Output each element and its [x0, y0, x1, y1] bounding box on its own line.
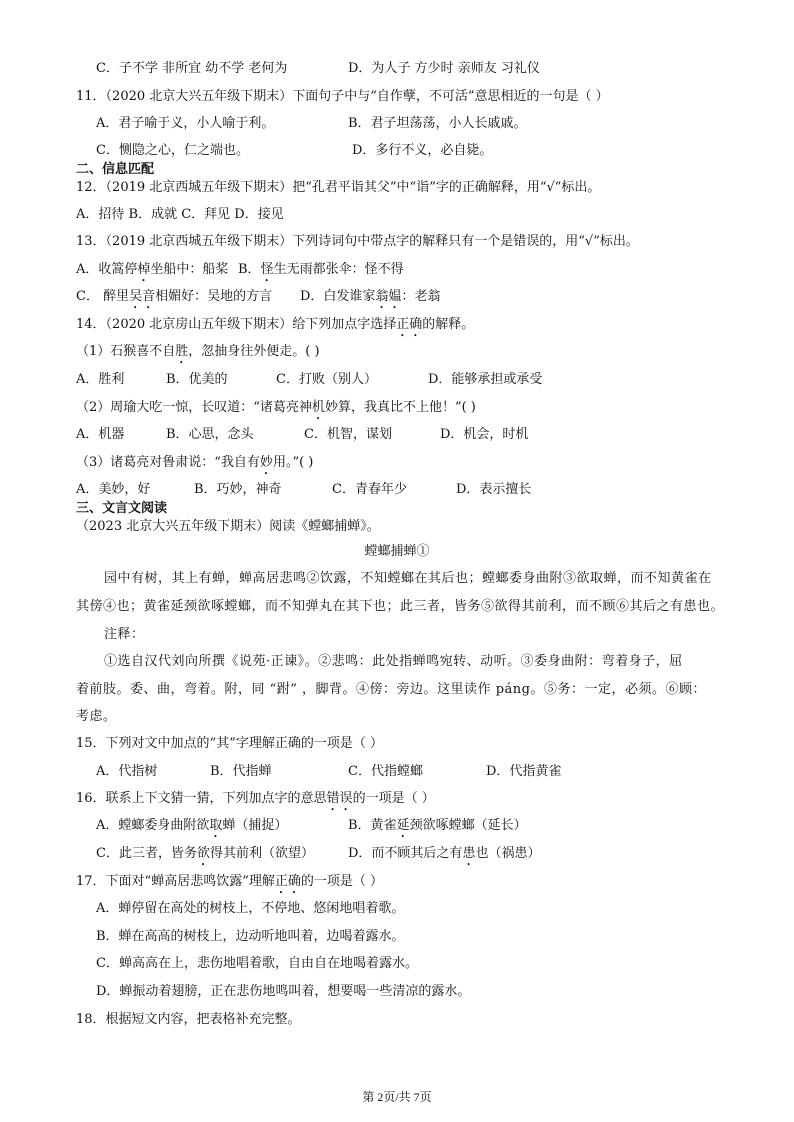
q12-stem: 12．（2019 北京西城五年级下期末）把“孔君平诣其父”中“诣”字的正确解释，用“√”标出。 [76, 180, 601, 195]
notes-line-3: 考虑。 [76, 709, 117, 724]
notes-label: 注释： [104, 627, 145, 642]
q11-stem: 11．（2020 北京大兴五年级下期末）下面句子中与“自作孽，不可活”意思相近的一句是（ ） [76, 89, 609, 104]
q14-sub2-b: B．心思，念头 [166, 427, 254, 442]
q13-stem: 13．（2019 北京西城五年级下期末）下列诗词句中带点字的解释只有一个是错误的，用“√”标出。 [76, 234, 639, 249]
passage-line-2: 其傍④也；黄雀延颈欲啄螳螂，而不知弹丸在其下也；此三者，皆务⑤欲得其前利，而不顾⑥其后之有患也。 [76, 599, 725, 614]
q11-option-d: D．多行不义，必自毙。 [352, 143, 493, 158]
q10-option-d: D．为人子 方少时 亲师友 习礼仪 [348, 61, 540, 76]
q15-option-a: A．代指树 [96, 764, 158, 779]
q14-sub2-d: D．机会，时机 [440, 427, 529, 442]
q16-option-c: C．此三者，皆务欲得其前利（欲望） [96, 846, 314, 861]
q16-option-b: B．黄雀延颈欲啄螳螂（延长） [348, 818, 527, 833]
q11-option-b: B．君子坦荡荡，小人长戚戚。 [348, 116, 527, 131]
section3-title: 三、文言文阅读 [76, 501, 168, 516]
q13-option-a: A．收篙停棹坐船中：船桨 [76, 262, 229, 277]
page-number: 第 2页/共 7页 [362, 1090, 432, 1104]
q15-option-b: B．代指蝉 [210, 764, 272, 779]
q13-option-b: B．怪生无雨都张伞：怪不得 [238, 262, 404, 277]
q14-sub3-d: D．表示擅长 [456, 482, 532, 497]
q16-option-a: A．螳螂委身曲附欲取蝉（捕捉） [96, 818, 288, 833]
q14-sub3-c: C．青春年少 [332, 482, 407, 497]
q14-sub2-c: C．机智，谋划 [304, 427, 392, 442]
notes-line-2: 着前肢。委、曲，弯着。附，同 “跗” ，脚背。④傍：旁边。这里读作 páng。⑤务：一定，必须。⑥顾： [76, 682, 706, 697]
q14-sub1-c: C．打败（别人） [276, 372, 377, 387]
q14-sub2-a: A．机器 [76, 427, 125, 442]
q15-option-c: C．代指螳螂 [348, 764, 423, 779]
passage-line-1: 园中有树，其上有蝉，蝉高居悲鸣②饮露，不知螳螂在其后也；螳螂委身曲附③欲取蝉，而不知黄雀在 [104, 571, 712, 586]
q14-sub3: （3）诸葛亮对鲁肃说：“我自有妙用。”( ) [76, 455, 314, 470]
q14-sub1-a: A．胜利 [76, 372, 125, 387]
q14-stem: 14．（2020 北京房山五年级下期末）给下列加点字选择正确的解释。 [76, 317, 475, 332]
q10-option-c: C．子不学 非所宜 幼不学 老何为 [96, 61, 288, 76]
q11-option-a: A．君子喻于义，小人喻于利。 [96, 116, 275, 131]
passage-title: 螳螂捕蝉① [364, 544, 430, 559]
q17-option-c: C．蝉高高在上，悲伤地唱着歌，自由自在地喝着露水。 [96, 956, 418, 971]
q14-sub3-b: B．巧妙，神奇 [194, 482, 282, 497]
q15-option-d: D．代指黄雀 [486, 764, 562, 779]
q14-sub2: （2）周瑜大吃一惊，长叹道：“诸葛亮神机妙算，我真比不上他！”( ) [76, 400, 476, 415]
q17-option-b: B．蝉在高高的树枝上，边动听地叫着，边喝着露水。 [96, 929, 405, 944]
q16-stem: 16．联系上下文猜一猜，下列加点字的意思错误的一项是（ ） [76, 791, 435, 806]
section2-title: 二、信息匹配 [76, 162, 155, 177]
q13-option-c: C． 醉里吴音相媚好：吴地的方言 [76, 289, 273, 304]
q15-stem: 15．下列对文中加点的“其”字理解正确的一项是（ ） [76, 736, 383, 751]
q11-option-c: C．恻隐之心，仁之端也。 [96, 143, 249, 158]
q14-sub1: （1）石猴喜不自胜，忽抽身往外便走。( ) [76, 344, 320, 359]
q14-sub3-a: A．美妙，好 [76, 482, 151, 497]
q17-option-a: A．蝉停留在高处的树枝上，不停地、悠闲地唱着歌。 [96, 901, 405, 916]
q14-sub1-b: B．优美的 [166, 372, 228, 387]
passage-intro: （2023 北京大兴五年级下期末）阅读《螳螂捕蝉》。 [76, 519, 380, 534]
q17-stem: 17．下面对“蝉高居悲鸣饮露”理解正确的一项是（ ） [76, 874, 383, 889]
q16-option-d: D．而不顾其后之有患也（祸患） [348, 846, 541, 861]
notes-line-1: ①选自汉代刘向所撰《说苑·正谏》。②悲鸣：此处指蝉鸣宛转、动听。③委身曲附：弯着身子，屈 [104, 654, 683, 669]
q18-stem: 18．根据短文内容，把表格补充完整。 [76, 1012, 301, 1027]
q12-options: A．招待 B．成就 C．拜见 D．接见 [76, 207, 284, 222]
q17-option-d: D．蝉振动着翅膀，正在悲伤地鸣叫着，想要喝一些清凉的露水。 [96, 984, 471, 999]
q13-option-d: D．白发谁家翁媪：老翁 [300, 289, 441, 304]
q14-sub1-d: D．能够承担或承受 [428, 372, 543, 387]
